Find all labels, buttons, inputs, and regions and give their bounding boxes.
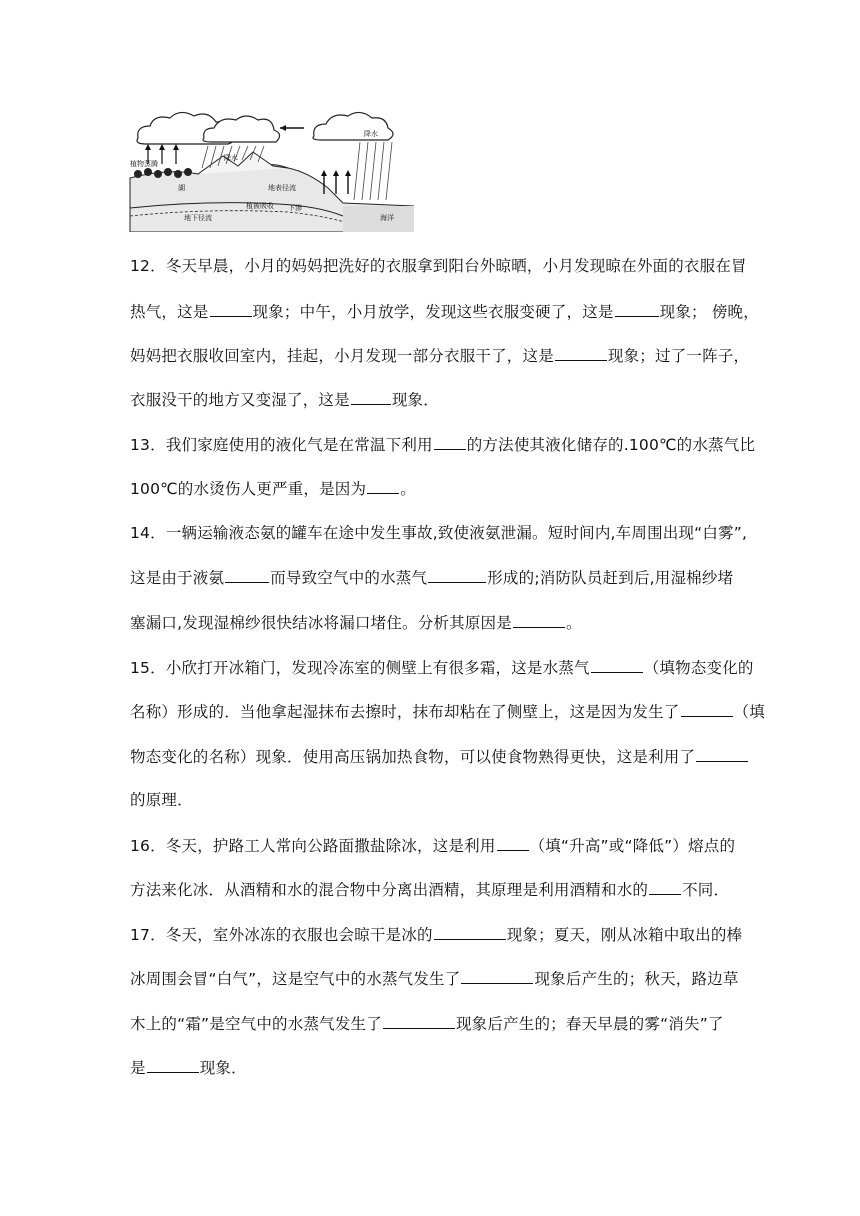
answer-blank xyxy=(367,478,399,494)
label-plant-transpiration: 植物蒸腾 xyxy=(130,160,158,168)
answer-blank xyxy=(428,567,486,583)
q12-text: 妈妈把衣服收回室内，挂起，小月发现一部分衣服干了，这是 xyxy=(130,347,554,365)
q17-text: 现象；夏天，刚从冰箱中取出的棒 xyxy=(506,926,743,944)
q14-text: 而导致空气中的水蒸气 xyxy=(270,569,428,587)
q12-text: 热气，这是 xyxy=(130,303,209,321)
q17-text: 现象后产生的；春天早晨的雾“消失”了 xyxy=(455,1015,724,1033)
label-surface-runoff: 地表径流 xyxy=(268,184,296,192)
q14-line-3 xyxy=(130,612,740,633)
q12-text: 现象；过了一阵子， xyxy=(607,347,750,365)
q15-line-2 xyxy=(130,701,765,722)
q17-line-1 xyxy=(130,924,743,945)
label-precipitation-land: 降水 xyxy=(224,154,238,162)
q17-line-3 xyxy=(130,1013,740,1034)
label-precipitation-ocean: 降水 xyxy=(364,130,378,138)
answer-blank xyxy=(434,924,506,940)
q12-text: 12．冬天早晨，小月的妈妈把洗好的衣服拿到阳台外晾晒，小月发现晾在外面的衣服在冒 xyxy=(130,257,747,275)
q13-text: 13．我们家庭使用的液化气是在常温下利用 xyxy=(130,436,433,454)
q15-text: 物态变化的名称）现象．使用高压锅加热食物，可以使食物熟得更快，这是利用了 xyxy=(130,748,696,766)
answer-blank xyxy=(615,301,659,317)
label-groundwater: 地下径流 xyxy=(184,214,212,222)
q16-text: 不同． xyxy=(682,881,730,899)
q14-line-2 xyxy=(130,567,740,588)
q16-text: （填“升高”或“降低”）熔点的 xyxy=(529,837,736,855)
label-lake: 湖 xyxy=(178,184,185,192)
q15-text: （填 xyxy=(733,703,765,721)
q15-text: 15．小欣打开冰箱门，发现冷冻室的侧壁上有很多霜，这是水蒸气 xyxy=(130,659,590,677)
q15-line-1 xyxy=(130,657,754,678)
q12-text: 衣服没干的地方又变湿了，这是 xyxy=(130,391,350,409)
answer-blank xyxy=(351,389,391,405)
answer-blank xyxy=(591,657,643,673)
answer-blank xyxy=(649,879,681,895)
q14-line-1 xyxy=(130,523,748,543)
q17-text: 现象后产生的；秋天，路边草 xyxy=(534,970,739,988)
q17-text: 是 xyxy=(130,1059,146,1077)
q12-text: 现象；中午，小月放学，发现这些衣服变硬了，这是 xyxy=(252,303,614,321)
q13-text: 100℃的水烫伤人更严重，是因为 xyxy=(130,480,367,498)
q15-text: （填物态变化的 xyxy=(643,659,754,677)
q17-text: 木上的“霜”是空气中的水蒸气发生了 xyxy=(130,1015,382,1033)
label-vegetation-uptake: 植被吸收 xyxy=(246,202,274,210)
answer-blank xyxy=(210,301,252,317)
q16-line-2 xyxy=(130,879,740,900)
answer-blank xyxy=(225,567,269,583)
q16-line-1 xyxy=(130,835,740,856)
q17-line-2 xyxy=(130,968,740,989)
q13-line-2 xyxy=(130,478,740,499)
q12-text: 现象； 傍晚， xyxy=(659,303,759,321)
answer-blank xyxy=(555,345,607,361)
q15-text: 的原理． xyxy=(130,791,193,809)
answer-blank xyxy=(497,835,529,851)
answer-blank xyxy=(147,1057,199,1073)
q17-text: 冰周围会冒“白气”，这是空气中的水蒸气发生了 xyxy=(130,970,461,988)
answer-blank xyxy=(461,968,533,984)
answer-blank xyxy=(513,612,565,628)
q12-line-2 xyxy=(130,301,759,322)
q12-line-4 xyxy=(130,389,740,410)
q13-text: 。 xyxy=(400,480,416,498)
q14-text: 14．一辆运输液态氨的罐车在途中发生事故,致使液氨泄漏。短时间内,车周围出现“白雾”, xyxy=(130,524,748,542)
answer-blank xyxy=(434,434,466,450)
q14-text: 这是由于液氨 xyxy=(130,569,225,587)
q15-line-4 xyxy=(130,790,740,810)
answer-blank xyxy=(383,1013,455,1029)
water-cycle-diagram xyxy=(128,108,414,232)
q13-line-1 xyxy=(130,434,756,455)
label-infiltration: 下渗 xyxy=(288,204,302,212)
q14-text: 形成的;消防队员赶到后,用湿棉纱堵 xyxy=(487,569,734,587)
q14-text: 。 xyxy=(565,614,582,632)
q13-text: 的方法使其液化储存的.100℃的水蒸气比 xyxy=(466,436,756,454)
q12-line-3 xyxy=(130,345,750,366)
q15-text: 名称）形成的．当他拿起湿抹布去擦时，抹布却粘在了侧壁上，这是因为发生了 xyxy=(130,703,680,721)
q15-line-3 xyxy=(130,746,740,767)
q17-text: 现象． xyxy=(199,1059,247,1077)
q12-line-1 xyxy=(130,256,747,276)
answer-blank xyxy=(681,701,733,717)
q14-text: 塞漏口,发现湿棉纱很快结冰将漏口堵住。分析其原因是 xyxy=(130,614,512,632)
q16-text: 方法来化冰．从酒精和水的混合物中分离出酒精，其原理是利用酒精和水的 xyxy=(130,881,649,899)
q17-line-4 xyxy=(130,1057,740,1078)
q12-text: 现象． xyxy=(391,391,439,409)
label-ocean: 海洋 xyxy=(380,214,394,222)
answer-blank xyxy=(696,746,748,762)
q16-text: 16．冬天，护路工人常向公路面撒盐除冰，这是利用 xyxy=(130,837,496,855)
q17-text: 17．冬天，室外冰冻的衣服也会晾干是冰的 xyxy=(130,926,433,944)
